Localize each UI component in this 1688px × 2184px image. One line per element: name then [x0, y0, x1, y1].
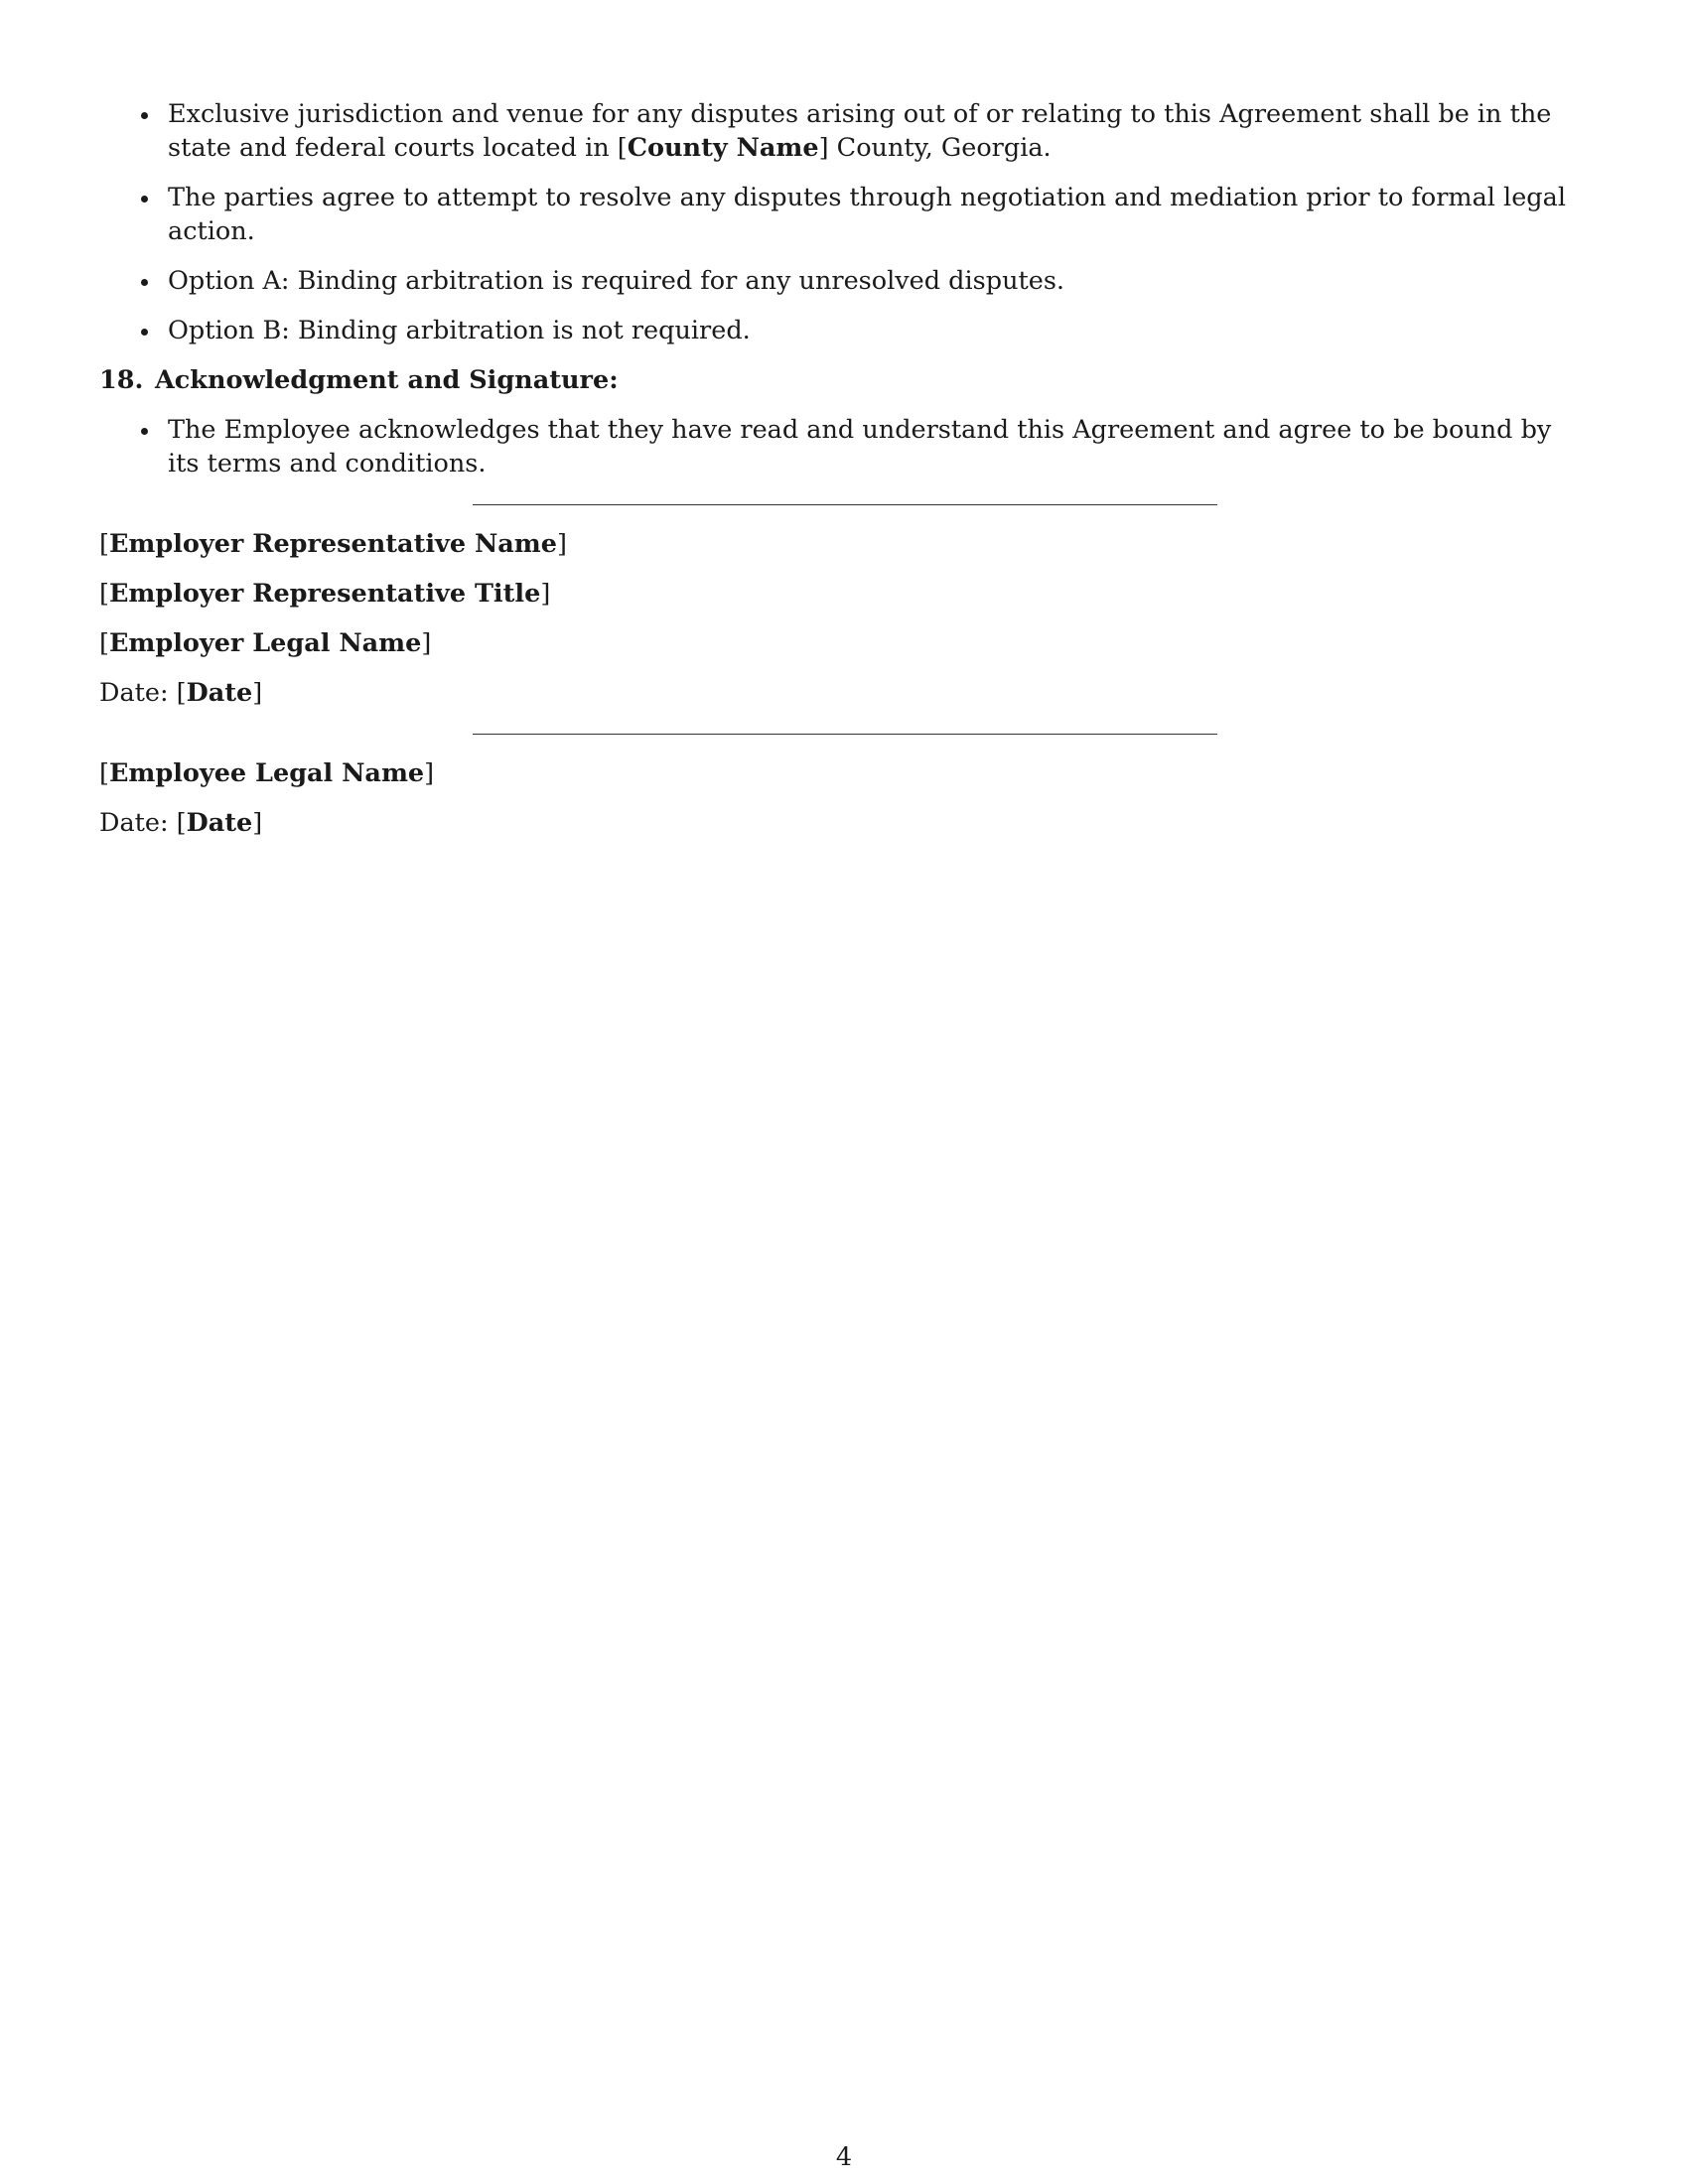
bullet-icon: [141, 279, 148, 286]
section-title: Acknowledgment and Signature:: [155, 365, 619, 395]
employee-legal-name-field: Employee Legal Name: [108, 758, 425, 788]
employee-signature-line: [473, 734, 1217, 735]
bullet-icon: [141, 329, 148, 336]
option-a-text: Option A: Binding arbitration is required for any unresolved disputes.: [168, 266, 1065, 296]
list-item-option-a: [99, 264, 1589, 298]
section-18-list: [99, 413, 1589, 480]
jurisdiction-text-before: Exclusive jurisdiction and venue for any disputes arising out of or relating to this Agreement shall be in the state and federal courts located in: [168, 99, 1552, 163]
employer-date: Date: [Date]: [99, 678, 263, 708]
list-item-acknowledgment: [99, 413, 1589, 480]
date-label: Date:: [99, 808, 169, 838]
option-b-text: Option B: Binding arbitration is not required.: [168, 316, 751, 345]
bullet-icon: [141, 112, 148, 119]
employer-rep-title-field: Employer Representative Title: [108, 579, 541, 609]
employer-rep-name: [Employer Representative Name]: [99, 529, 567, 559]
section-18-heading: [99, 363, 1589, 397]
bullet-icon: [141, 428, 148, 435]
list-item-option-b: [99, 314, 1589, 347]
employer-rep-name-field: Employer Representative Name: [108, 529, 557, 559]
jurisdiction-text-after: County, Georgia.: [828, 133, 1052, 163]
acknowledgment-text: The Employee acknowledges that they have read and understand this Agreement and agree to be bound by its terms and conditions.: [168, 415, 1552, 478]
employer-legal-name-field: Employer Legal Name: [108, 628, 422, 658]
document-body: [99, 97, 1589, 856]
employer-rep-title: [Employer Representative Title]: [99, 579, 551, 609]
list-item-jurisdiction: Exclusive jurisdiction and venue for any disputes arising out of or relating to this Agreement shall be in the state and federal courts located in [County Name] County, Georgia.: [99, 97, 1589, 165]
section-number: 18.: [99, 365, 144, 395]
section-17-list: [99, 97, 1589, 347]
employee-date: Date: [Date]: [99, 808, 263, 838]
bullet-icon: [141, 196, 148, 203]
page-number: 4: [835, 2142, 853, 2172]
list-item-mediation: [99, 181, 1589, 248]
employer-signature-line: [473, 504, 1217, 505]
county-name-field: County Name: [627, 133, 819, 163]
employee-date-field: Date: [186, 808, 253, 838]
employer-legal-name: [Employer Legal Name]: [99, 628, 432, 658]
employer-date-field: Date: [186, 678, 253, 708]
date-label: Date:: [99, 678, 169, 708]
employee-legal-name: [Employee Legal Name]: [99, 758, 435, 788]
mediation-text: The parties agree to attempt to resolve any disputes through negotiation and mediation prior to formal legal action.: [168, 183, 1566, 246]
